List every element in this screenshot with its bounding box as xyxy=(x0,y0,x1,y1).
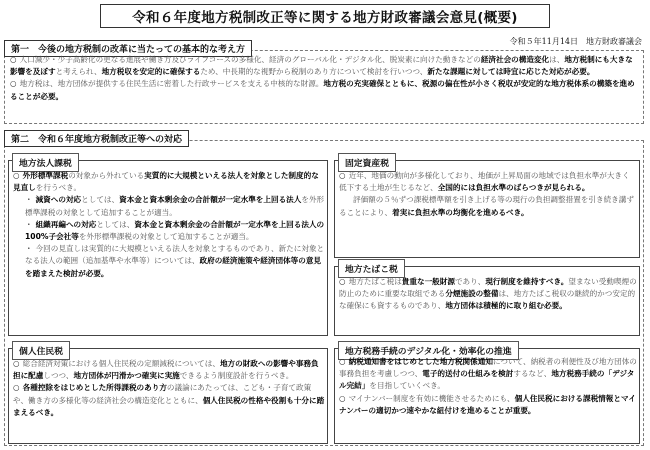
rich-text xyxy=(25,220,324,241)
rich-text xyxy=(10,55,633,76)
emphasis-text: 政府の経済施策や経済団体等の意見を踏まえた検討が必要。 xyxy=(25,256,322,278)
body-text: について、納税者の利便性及び地方団体の事務負担を考慮しつつ、 xyxy=(339,357,637,379)
rich-text xyxy=(339,195,634,216)
body-text: は、地方たばこ税収の継続的かつ安定的な確保にも資するものであり、 xyxy=(339,289,636,311)
rich-text xyxy=(339,171,630,192)
emphasis-text: 個人住民税における課税情報とマイナンバーの適切かつ速やかな紐付けを進めることが重要。 xyxy=(339,393,636,415)
tobacco-heading: 地方たばこ税 xyxy=(338,259,405,278)
rich-text xyxy=(25,195,324,216)
body-text: としては、 xyxy=(96,219,135,229)
body-text: を行うべき。 xyxy=(35,183,82,193)
body-text: 今回の見直しは実質的に大規模といえる法人を対象とするものであり、新たに対象となる法人の範囲（追加基準や水準等）については、 xyxy=(25,244,325,266)
body-text: の議論にあたっては、こども・子育て政策や、働き方の多様化等の経済社会の構造変化とともに、 xyxy=(13,383,312,405)
emphasis-text: 地方税制にも大きな影響を及ぼす xyxy=(10,55,633,77)
body-text: 評価額の５％ずつ課税標準額を引き上げる等の現行の負担調整措置を引き続き講ずることにより、 xyxy=(339,195,634,217)
rich-text xyxy=(339,277,637,310)
date-issuer: 令和５年11月14日 地方財政審議会 xyxy=(509,37,642,46)
rich-text xyxy=(13,359,319,380)
list-item: ・ 減資への対応としては、資本金と資本剰余金の合計額が一定水準を上回る法人を外形標準課税の対象として追加することが適当。 xyxy=(25,195,325,217)
section1-heading: 第一 今後の地方税制の改革に当たっての基本的な考え方 xyxy=(4,40,252,57)
individual-heading: 個人住民税 xyxy=(12,341,70,360)
list-item: ○ 外形標準課税の対象から外れている実質的に大規模といえる法人を対象とした制度的な見直しを行うべき。 xyxy=(13,171,319,193)
body-text: の対象から外れている xyxy=(68,171,145,180)
emphasis-text: 新たな課題に対しては時宜に応じた対応が必要。 xyxy=(427,67,595,77)
emphasis-text: 減資への対応 xyxy=(35,195,82,205)
emphasis-text: 全国的には負担水準のばらつきが見られる。 xyxy=(437,183,590,193)
rich-text xyxy=(10,79,635,100)
corporate-heading: 地方法人課税 xyxy=(12,153,79,172)
emphasis-text: 電子的送付の仕組みを検討 xyxy=(422,369,514,379)
list-item: ○ 総合経済対策における個人住民税の定額減税については、地方の財政への影響や事務負担に配慮しつつ、地方団体が円滑かつ確実に実施できるよう制度設計を行うべき。 xyxy=(13,359,319,381)
body-text: 近年、地価の動向が多様化しており、地価が上昇局面の地域では負担水準が大きく低下する土地が生じるなど、 xyxy=(339,171,630,193)
emphasis-text: 資本金と資本剰余金の合計額が一定水準を上回る法人の100%子会社等 xyxy=(25,219,325,242)
rich-text xyxy=(13,171,319,192)
emphasis-text: 実質的に大規模といえる法人を対象とした制度的な見直し xyxy=(13,171,319,193)
list-item: ○ 納税通知書をはじめとした地方税関係通知について、納税者の利便性及び地方団体の事務負担を考慮しつつ、電子的送付の仕組みを検討するなど、地方税務手続の「デジタル完結」を目指していくべき。 xyxy=(339,357,637,391)
emphasis-text: 経済社会の構造変化 xyxy=(480,55,550,64)
corporate-body xyxy=(13,170,325,280)
digital-body xyxy=(339,356,637,417)
rich-text xyxy=(339,394,636,415)
body-text: を外形標準課税の対象として追加することが適当。 xyxy=(25,195,325,217)
rich-text xyxy=(13,383,324,416)
list-item: ○ 各種控除をはじめとした所得課税のあり方の議論にあたっては、こども・子育て政策や、働き方の多様化等の経済社会の構造変化とともに、個人住民税の性格や役割も十分に踏まえるべき。 xyxy=(13,383,325,417)
rich-text xyxy=(339,357,637,390)
emphasis-text: 現行制度を維持すべき。 xyxy=(485,277,569,286)
body-text: としては、 xyxy=(81,195,120,205)
emphasis-text: 貴重な一般財源 xyxy=(401,277,455,286)
individual-body xyxy=(13,358,325,419)
body-text: するなど、 xyxy=(513,369,552,379)
body-text: マイナンバー制度を有効に機能させるためにも、 xyxy=(348,393,515,403)
emphasis-text: 組織再編への対応 xyxy=(35,219,97,229)
list-item: ○ 地方たばこ税は貴重な一般財源であり、現行制度を維持すべき。望まない受動喫煙の防止のために重要な取組である分煙施設の整備は、地方たばこ税収の継続的かつ安定的な確保にも資するものであり、地方団体は積極的に取り組む必要。 xyxy=(339,277,637,311)
body-text: できるよう制度設計を行うべき。 xyxy=(179,371,294,381)
emphasis-text: 地方税収を安定的に確保する xyxy=(101,67,201,77)
body-text: 人口減少・少子高齢化の更なる進展や働き方及びライフコースの多様化、経済のグローバル化・デジタル化、脱炭素に向けた動きなどの xyxy=(19,55,481,64)
emphasis-text: 地方団体が円滑かつ確実に実施 xyxy=(73,371,180,381)
list-item: ○ マイナンバー制度を有効に機能させるためにも、個人住民税における課税情報とマイナンバーの適切かつ速やかな紐付けを進めることが重要。 xyxy=(339,393,636,415)
emphasis-text: 着実に負担水準の均衡化を進めるべき。 xyxy=(392,207,529,217)
section1-item: ○ 人口減少・少子高齢化の更なる進展や働き方及びライフコースの多様化、経済のグローバル化・デジタル化、脱炭素に向けた動きなどの経済社会の構造変化は、地方税制にも大きな影響を及ぼすと考えられ、地方税収を安定的に確保するため、中長期的な視野から税制のあり方について検討を行いつつ、新たな課題に対しては時宜に応じた対応が必要。 xyxy=(10,55,633,77)
body-text: 地方たばこ税は xyxy=(348,277,402,286)
emphasis-text: 外形標準課税 xyxy=(22,171,69,180)
fixed-asset-heading: 固定資産税 xyxy=(338,153,396,172)
body-text: であり、 xyxy=(454,277,486,286)
body-text: 総合経済対策における個人住民税の定額減税については、 xyxy=(22,359,220,368)
emphasis-text: 地方団体は積極的に取り組む必要。 xyxy=(445,301,567,311)
body-text: ため、中長期的な視野から税制のあり方について検討を行いつつ、 xyxy=(200,67,428,77)
emphasis-text: 各種控除をはじめとした所得課税のあり方 xyxy=(22,383,167,393)
emphasis-text: 地方税務手続の「デジタル完結」 xyxy=(339,369,635,391)
body-text: 地方税は、地方団体が提供する住民生活に密着した行政サービスを支える中核的な財源。 xyxy=(19,79,324,89)
emphasis-text: 資本金と資本剰余金の合計額が一定水準を上回る法人 xyxy=(119,195,302,205)
emphasis-text: 納税通知書をはじめとした地方税関係通知 xyxy=(348,357,493,366)
section1-item: ○ 地方税は、地方団体が提供する住民生活に密着した行政サービスを支える中核的な財源。地方税の充実確保とともに、税源の偏在性が小さく税収が安定的な地方税体系の構築を進めることが必要。 xyxy=(10,79,635,101)
emphasis-text: 地方税の充実確保とともに、税源の偏在性が小さく税収が安定的な地方税体系の構築を進めることが必要。 xyxy=(10,79,635,101)
section1-body xyxy=(10,54,640,103)
body-text: と考えられ、 xyxy=(55,67,102,77)
fixed-asset-body xyxy=(339,170,637,219)
body-text: を外形標準課税の対象として追加することが適当。 xyxy=(78,232,254,242)
emphasis-text: 分煙施設の整備 xyxy=(445,289,499,299)
body-text: を目指していくべき。 xyxy=(369,381,446,391)
section2-heading: 第二 令和６年度地方税制改正等への対応 xyxy=(4,130,189,147)
body-text: 望まない受動喫煙の防止のために重要な取組である xyxy=(339,277,637,299)
rich-text xyxy=(25,244,324,277)
page-title: 令和６年度地方税制改正等に関する地方財政審議会意見(概要) xyxy=(100,4,550,28)
list-item: ○ 近年、地価の動向が多様化しており、地価が上昇局面の地域では負担水準が大きく低下する土地が生じるなど、全国的には負担水準のばらつきが見られる。 xyxy=(339,171,630,193)
body-text: は、 xyxy=(549,55,565,64)
list-item xyxy=(339,194,637,218)
body-text: しつつ、 xyxy=(43,371,74,381)
list-item: ・ 組織再編への対応としては、資本金と資本剰余金の合計額が一定水準を上回る法人の100%子会社等を外形標準課税の対象として追加することが適当。 xyxy=(25,219,325,242)
list-item: ・ 今回の見直しは実質的に大規模といえる法人を対象とするものであり、新たに対象となる法人の範囲（追加基準や水準等）については、政府の経済施策や経済団体等の意見を踏まえた検討が必要。 xyxy=(25,244,325,278)
emphasis-text: 個人住民税の性格や役割も十分に踏まえるべき。 xyxy=(13,395,325,417)
tobacco-body xyxy=(339,276,637,313)
digital-heading: 地方税務手続のデジタル化・効率化の推進 xyxy=(338,341,519,360)
emphasis-text: 地方の財政への影響や事務負担に配慮 xyxy=(13,359,319,381)
